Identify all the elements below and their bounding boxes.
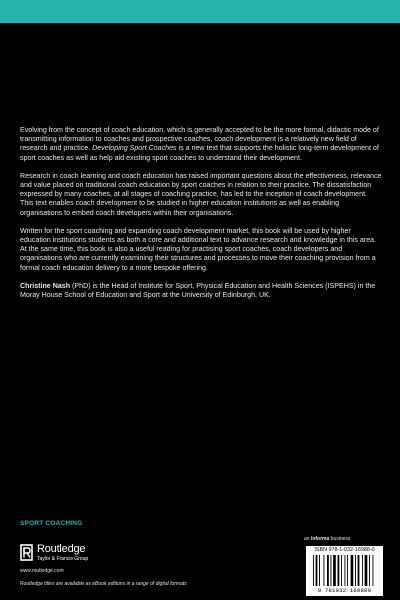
barcode-bar xyxy=(351,555,354,586)
back-cover-blurb xyxy=(20,126,382,309)
author-name: Christine Nash xyxy=(20,281,71,290)
author-bio xyxy=(20,282,382,300)
barcode-bar xyxy=(313,555,314,586)
informa-business-label xyxy=(304,536,350,542)
book-title-italic: Developing Sport Coaches xyxy=(92,144,177,153)
top-color-band xyxy=(0,0,400,23)
routledge-logo-icon xyxy=(20,544,33,561)
barcode-digits: 9 781032 169880 xyxy=(317,587,372,594)
publisher-group: Taylor & Francis Group xyxy=(37,556,89,562)
barcode-bar xyxy=(341,555,342,586)
barcode-bar xyxy=(324,555,325,586)
blurb-text: is a new text that supports the holistic long-term development of sport coaches as well as help aid existing sport coaches to understand their development. xyxy=(20,144,379,162)
barcode-bar xyxy=(373,555,374,586)
blurb-text: Evolving from the concept of coach education, which is generally accepted to be the more formal, didactic mode of transmitting information to coaches and prospective coaches, coach development is a relatively new field of research and practice. xyxy=(20,126,379,153)
barcode-bar xyxy=(355,555,356,586)
publisher-url[interactable]: www.routledge.com xyxy=(20,568,64,574)
isbn-barcode xyxy=(306,546,383,596)
barcode-bar xyxy=(365,555,368,586)
barcode-bar xyxy=(327,555,329,586)
barcode-bar xyxy=(331,555,332,586)
informa-suffix: business xyxy=(329,536,351,542)
barcode-bar xyxy=(345,555,346,586)
isbn-label: ISBN 978-1-032-16988-0 xyxy=(314,547,375,553)
barcode-bar xyxy=(316,555,318,586)
publisher-name: Routledge xyxy=(37,543,86,555)
barcode-bar xyxy=(362,555,363,586)
informa-brand: informa xyxy=(310,536,330,542)
series-label: SPORT COACHING xyxy=(20,520,83,527)
barcode-bar xyxy=(338,555,340,586)
blurb-paragraph-2: Research in coach learning and coach education has raised important questions about the effectiveness, relevance and value placed on traditional coach education by sport coaches in relation to their practice. The dissatisfaction expressed by many coaches, at all stages of coaching practice, has led to the inception of coach development. This text enables coach development to be studied in higher education institutions as well as enabling organisations to embed coach developers within their organisations. xyxy=(20,171,382,217)
barcode-bar xyxy=(319,555,320,586)
publisher-logo xyxy=(20,544,110,562)
barcode-bars xyxy=(313,555,376,586)
informa-prefix: an xyxy=(304,536,311,542)
ebook-note: Routledge titles are available as eBook editions in a range of digital formats xyxy=(20,581,187,587)
blurb-paragraph-3: Written for the sport coaching and expanding coach development market, this book will be used by higher education institutions students as both a core and additional text to advance research and knowledge in this area. At the same time, this book is also a useful reading for practising sport coaches, coach developers and organisations who are currently examining their structures and processes to move their coaching provision from a formal coach education delivery to a more bespoke offering. xyxy=(20,226,377,272)
barcode-bar xyxy=(358,555,360,586)
barcode-bar xyxy=(333,555,336,586)
barcode-bar xyxy=(347,555,348,586)
author-bio-text: (PhD) is the Head of Institute for Sport, Physical Education and Health Sciences (ISPEHS) in the Moray House School of Education and Sport at the University of Edinburgh, UK. xyxy=(20,281,376,300)
barcode-bar xyxy=(369,555,370,586)
blurb-paragraph-1 xyxy=(20,126,382,163)
